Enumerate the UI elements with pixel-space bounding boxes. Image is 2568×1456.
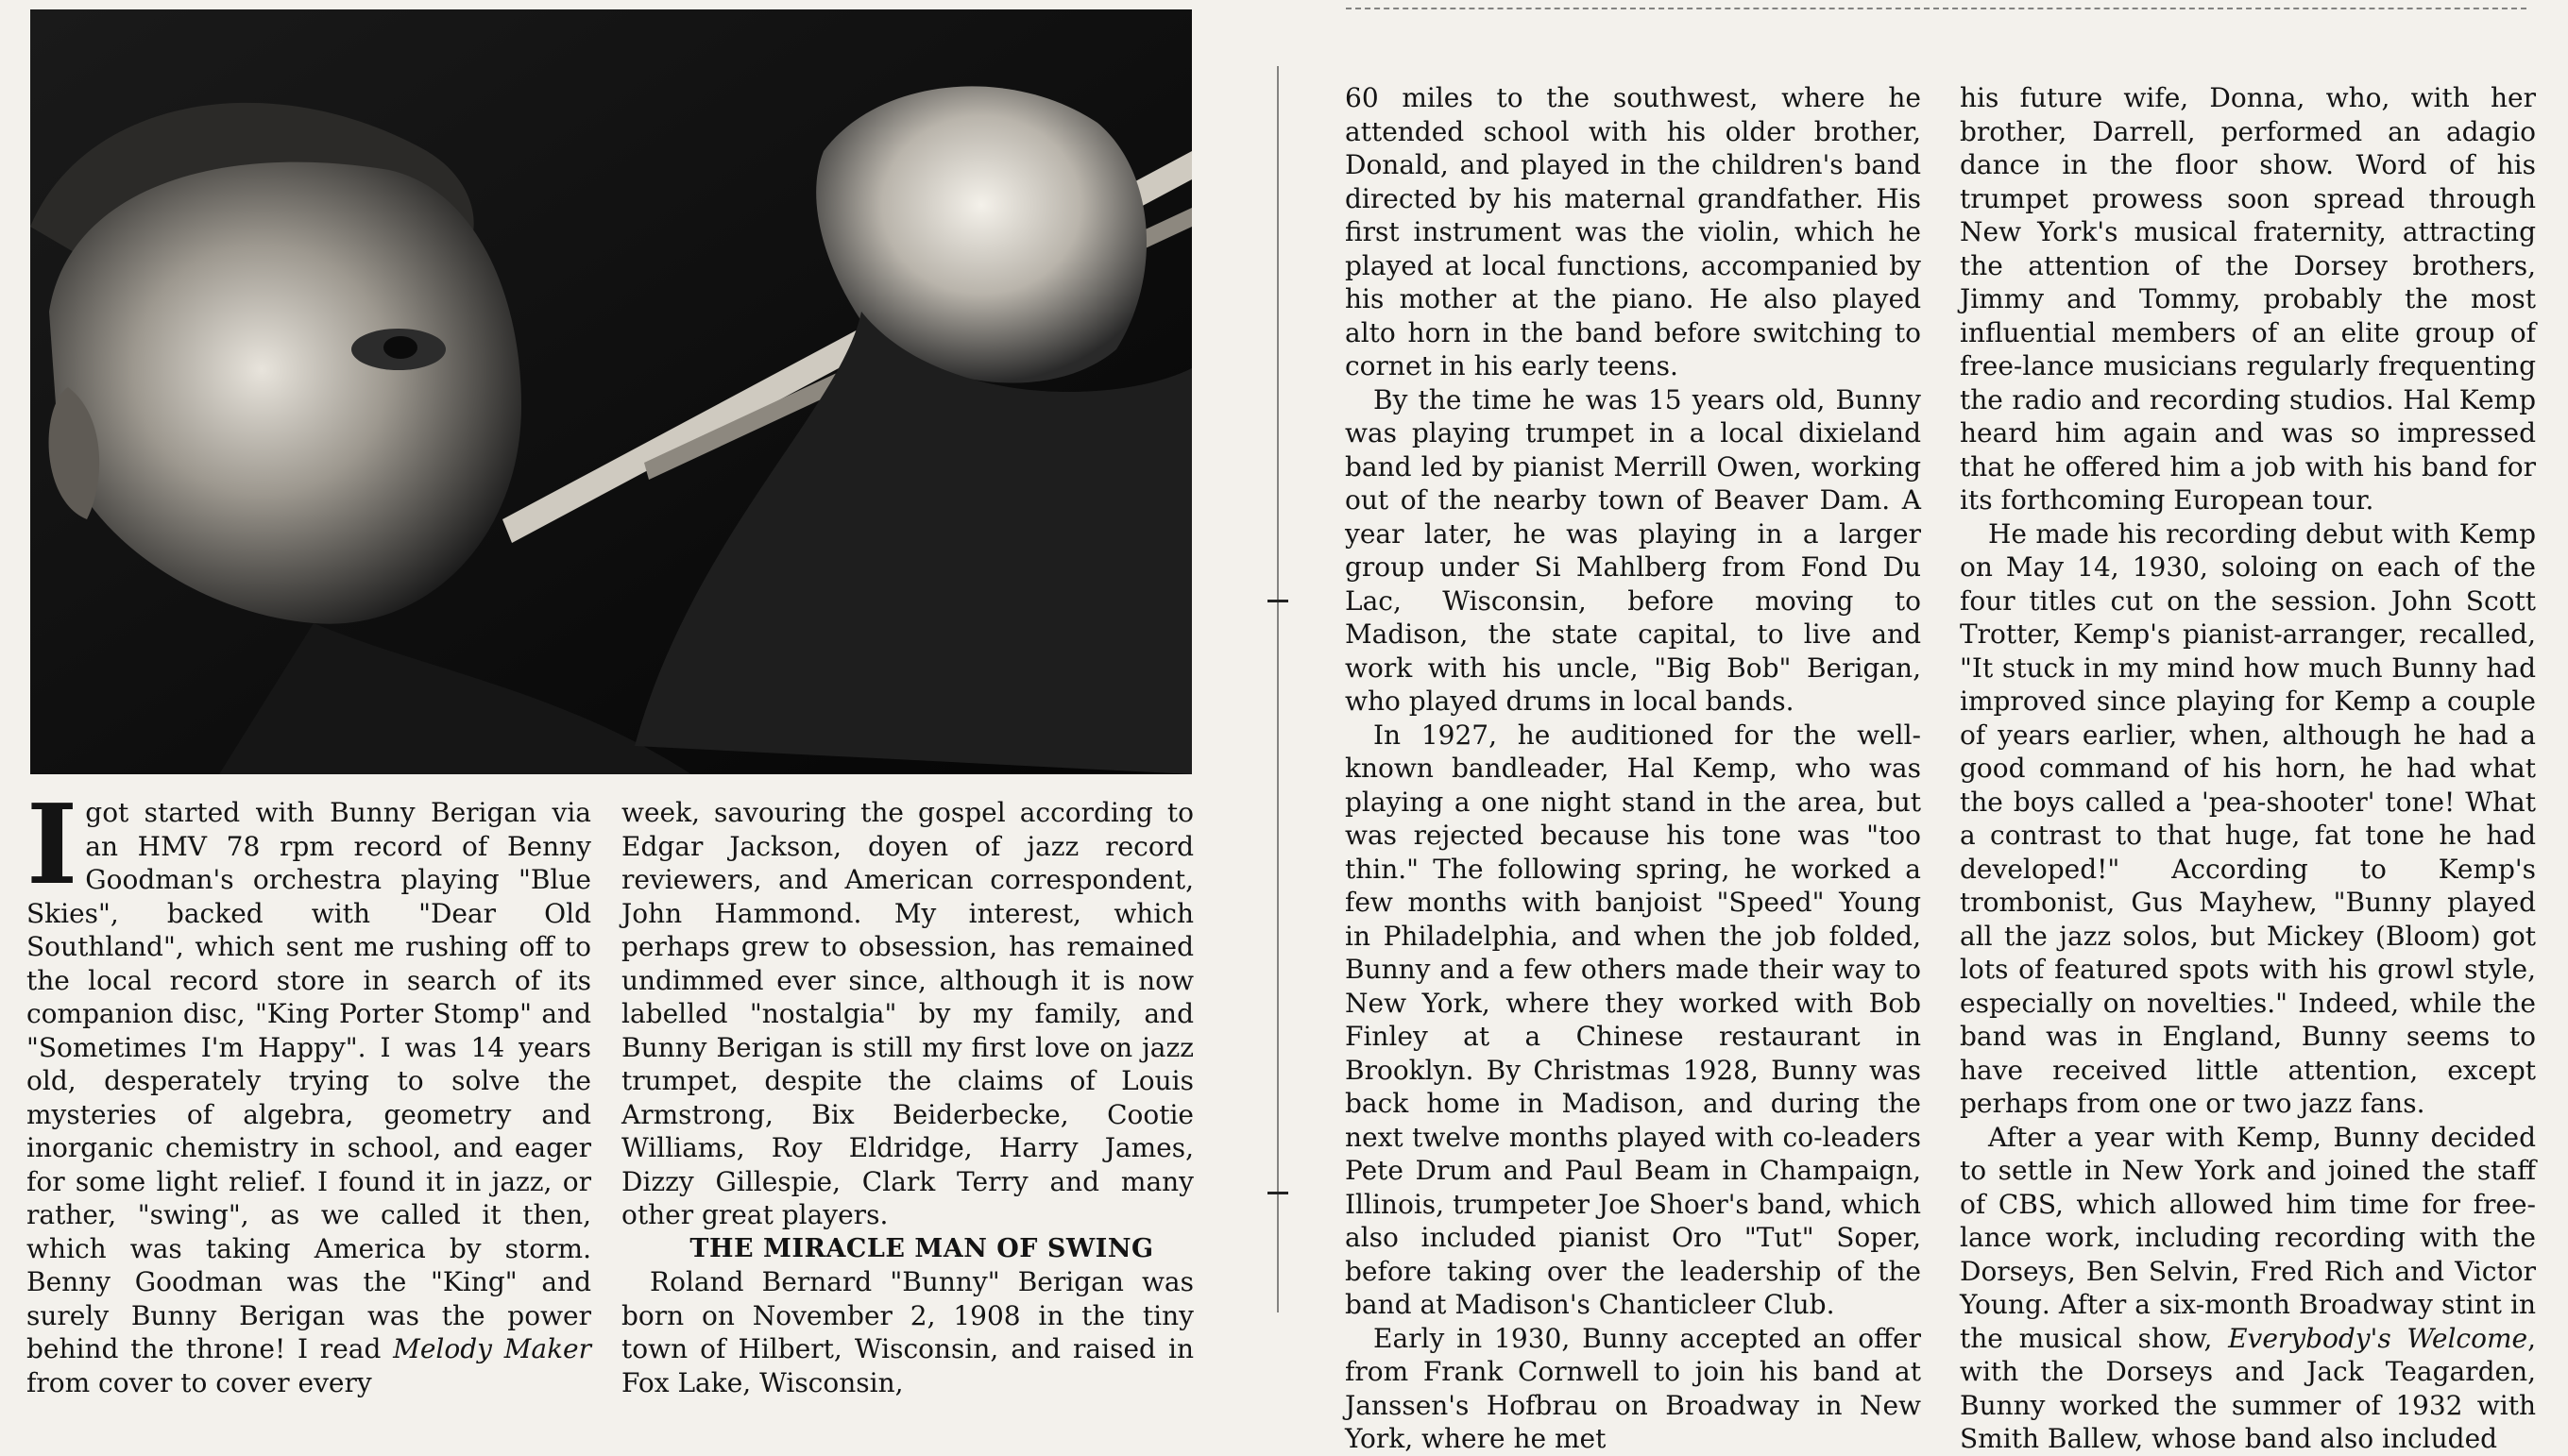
article-column-1 bbox=[26, 781, 592, 1399]
article-column-4 bbox=[1960, 81, 2536, 1456]
column-divider bbox=[1277, 66, 1279, 1312]
body-paragraph: He made his recording debut with Kemp on May 14, 1930, soloing on each of the four titles cut on the session. John Scott Trotter, Kemp's pianist-arranger, recalled, "It stuck in my mind how much Bunny had improved since playing for Kemp a couple of years earlier, when, although he had a good command of his horn, he had what the boys called a 'pea-shooter' tone! What a contrast to that huge, fat tone he had developed!" According to Kemp's trombonist, Gus Mayhew, "Bunny played all the jazz solos, but Mickey (Bloom) got lots of featured spots with his growl style, especially on novelties." Indeed, while the band was in England, Bunny seems to have received little attention, except perhaps from one or two jazz fans. bbox=[1960, 517, 2536, 1119]
divider-mark bbox=[1267, 1192, 1288, 1194]
body-paragraph: Roland Bernard "Bunny" Berigan was born on November 2, 1908 in the tiny town of Hilbert, Wisconsin, and raised in Fox Lake, Wisconsin, bbox=[621, 1266, 1194, 1398]
body-paragraph: Early in 1930, Bunny accepted an offer from Frank Cornwell to join his band at Janssen's Hofbrau on Broadway in New York, where he met bbox=[1345, 1322, 1921, 1454]
article-column-3 bbox=[1345, 81, 1921, 1456]
body-paragraph: week, savouring the gospel according to Edgar Jackson, doyen of jazz record reviewers, and American correspondent, John Hammond. My interest, which perhaps grew to obsession, has remained undimmed ever since, although it is now labelled "nostalgia" by my family, and Bunny Berigan is still my first love on jazz trumpet, despite the claims of Louis Armstrong, Bix Beiderbecke, Cootie Williams, Roy Eldridge, Harry James, Dizzy Gillespie, Clark Terry and many other great players. bbox=[621, 797, 1194, 1230]
section-heading: THE MIRACLE MAN OF SWING bbox=[689, 1233, 1154, 1263]
body-paragraph: After a year with Kemp, Bunny decided to settle in New York and joined the staff of CBS, which allowed him time for free-lance work, including recording with the Dorseys, Ben Selvin, Fred Rich and Victor Young. After a six-month Broadway stint in the musical show, Everybody's Welcome, with the Dorseys and Jack Teagarden, Bunny worked the summer of 1932 with Smith Ballew, whose band also included bbox=[1960, 1121, 2536, 1454]
article-column-2 bbox=[621, 796, 1194, 1399]
body-paragraph: By the time he was 15 years old, Bunny was playing trumpet in a local dixieland band led by pianist Merrill Owen, working out of the nearby town of Beaver Dam. A year later, he was playing in a larger group under Si Mahlberg from Fond Du Lac, Wisconsin, before moving to Madison, the state capital, to live and work with his uncle, "Big Bob" Berigan, who played drums in local bands. bbox=[1345, 383, 1921, 717]
trumpet-player-photo-icon bbox=[30, 9, 1192, 774]
body-paragraph: In 1927, he auditioned for the well-known bandleader, Hal Kemp, who was playing a one night stand in the area, but was rejected because his tone was "too thin." The following spring, he worked a few months with banjoist "Speed" Young in Philadelphia, and when the job folded, Bunny and a few others made their way to New York, where they worked with Bob Finley at a Chinese restaurant in Brooklyn. By Christmas 1928, Bunny was back home in Madison, and during the next twelve months played with co-leaders Pete Drum and Paul Beam in Champaign, Illinois, trumpeter Joe Shoer's band, which also included pianist Oro "Tut" Soper, before taking over the leadership of the band at Madison's Chanticleer Club. bbox=[1345, 719, 1921, 1320]
top-dashed-rule bbox=[1346, 8, 2526, 9]
drop-cap: I bbox=[26, 781, 78, 909]
intro-paragraph: Igot started with Bunny Berigan via an HMV 78 rpm record of Benny Goodman's orchestra playing "Blue Skies", backed with "Dear Old Southland", which sent me rushing off to the local record store in search of its companion disc, "King Porter Stomp" and "Sometimes I'm Happy". I was 14 years old, desperately trying to solve the mysteries of algebra, geometry and inorganic chemistry in school, and eager for some light relief. I found it in jazz, or rather, "swing", as we called it then, which was taking America by storm. Benny Goodman was the "King" and surely Bunny Berigan was the power behind the throne! I read Melody Maker from cover to cover every bbox=[26, 781, 592, 1398]
trumpet-player-photo bbox=[30, 9, 1192, 774]
divider-mark bbox=[1267, 600, 1288, 602]
body-paragraph: 60 miles to the southwest, where he attended school with his older brother, Donald, and played in the children's band directed by his maternal grandfather. His first instrument was the violin, which he played at local functions, accompanied by his mother at the piano. He also played alto horn in the band before switching to cornet in his early teens. bbox=[1345, 82, 1921, 381]
body-paragraph: his future wife, Donna, who, with her brother, Darrell, performed an adagio dance in the floor show. Word of his trumpet prowess soon spread through New York's musical fraternity, attracting the attention of the Dorsey brothers, Jimmy and Tommy, probably the most influential members of an elite group of free-lance musicians regularly frequenting the radio and recording studios. Hal Kemp heard him again and was so impressed that he offered him a job with his band for its forthcoming European tour. bbox=[1960, 82, 2536, 516]
